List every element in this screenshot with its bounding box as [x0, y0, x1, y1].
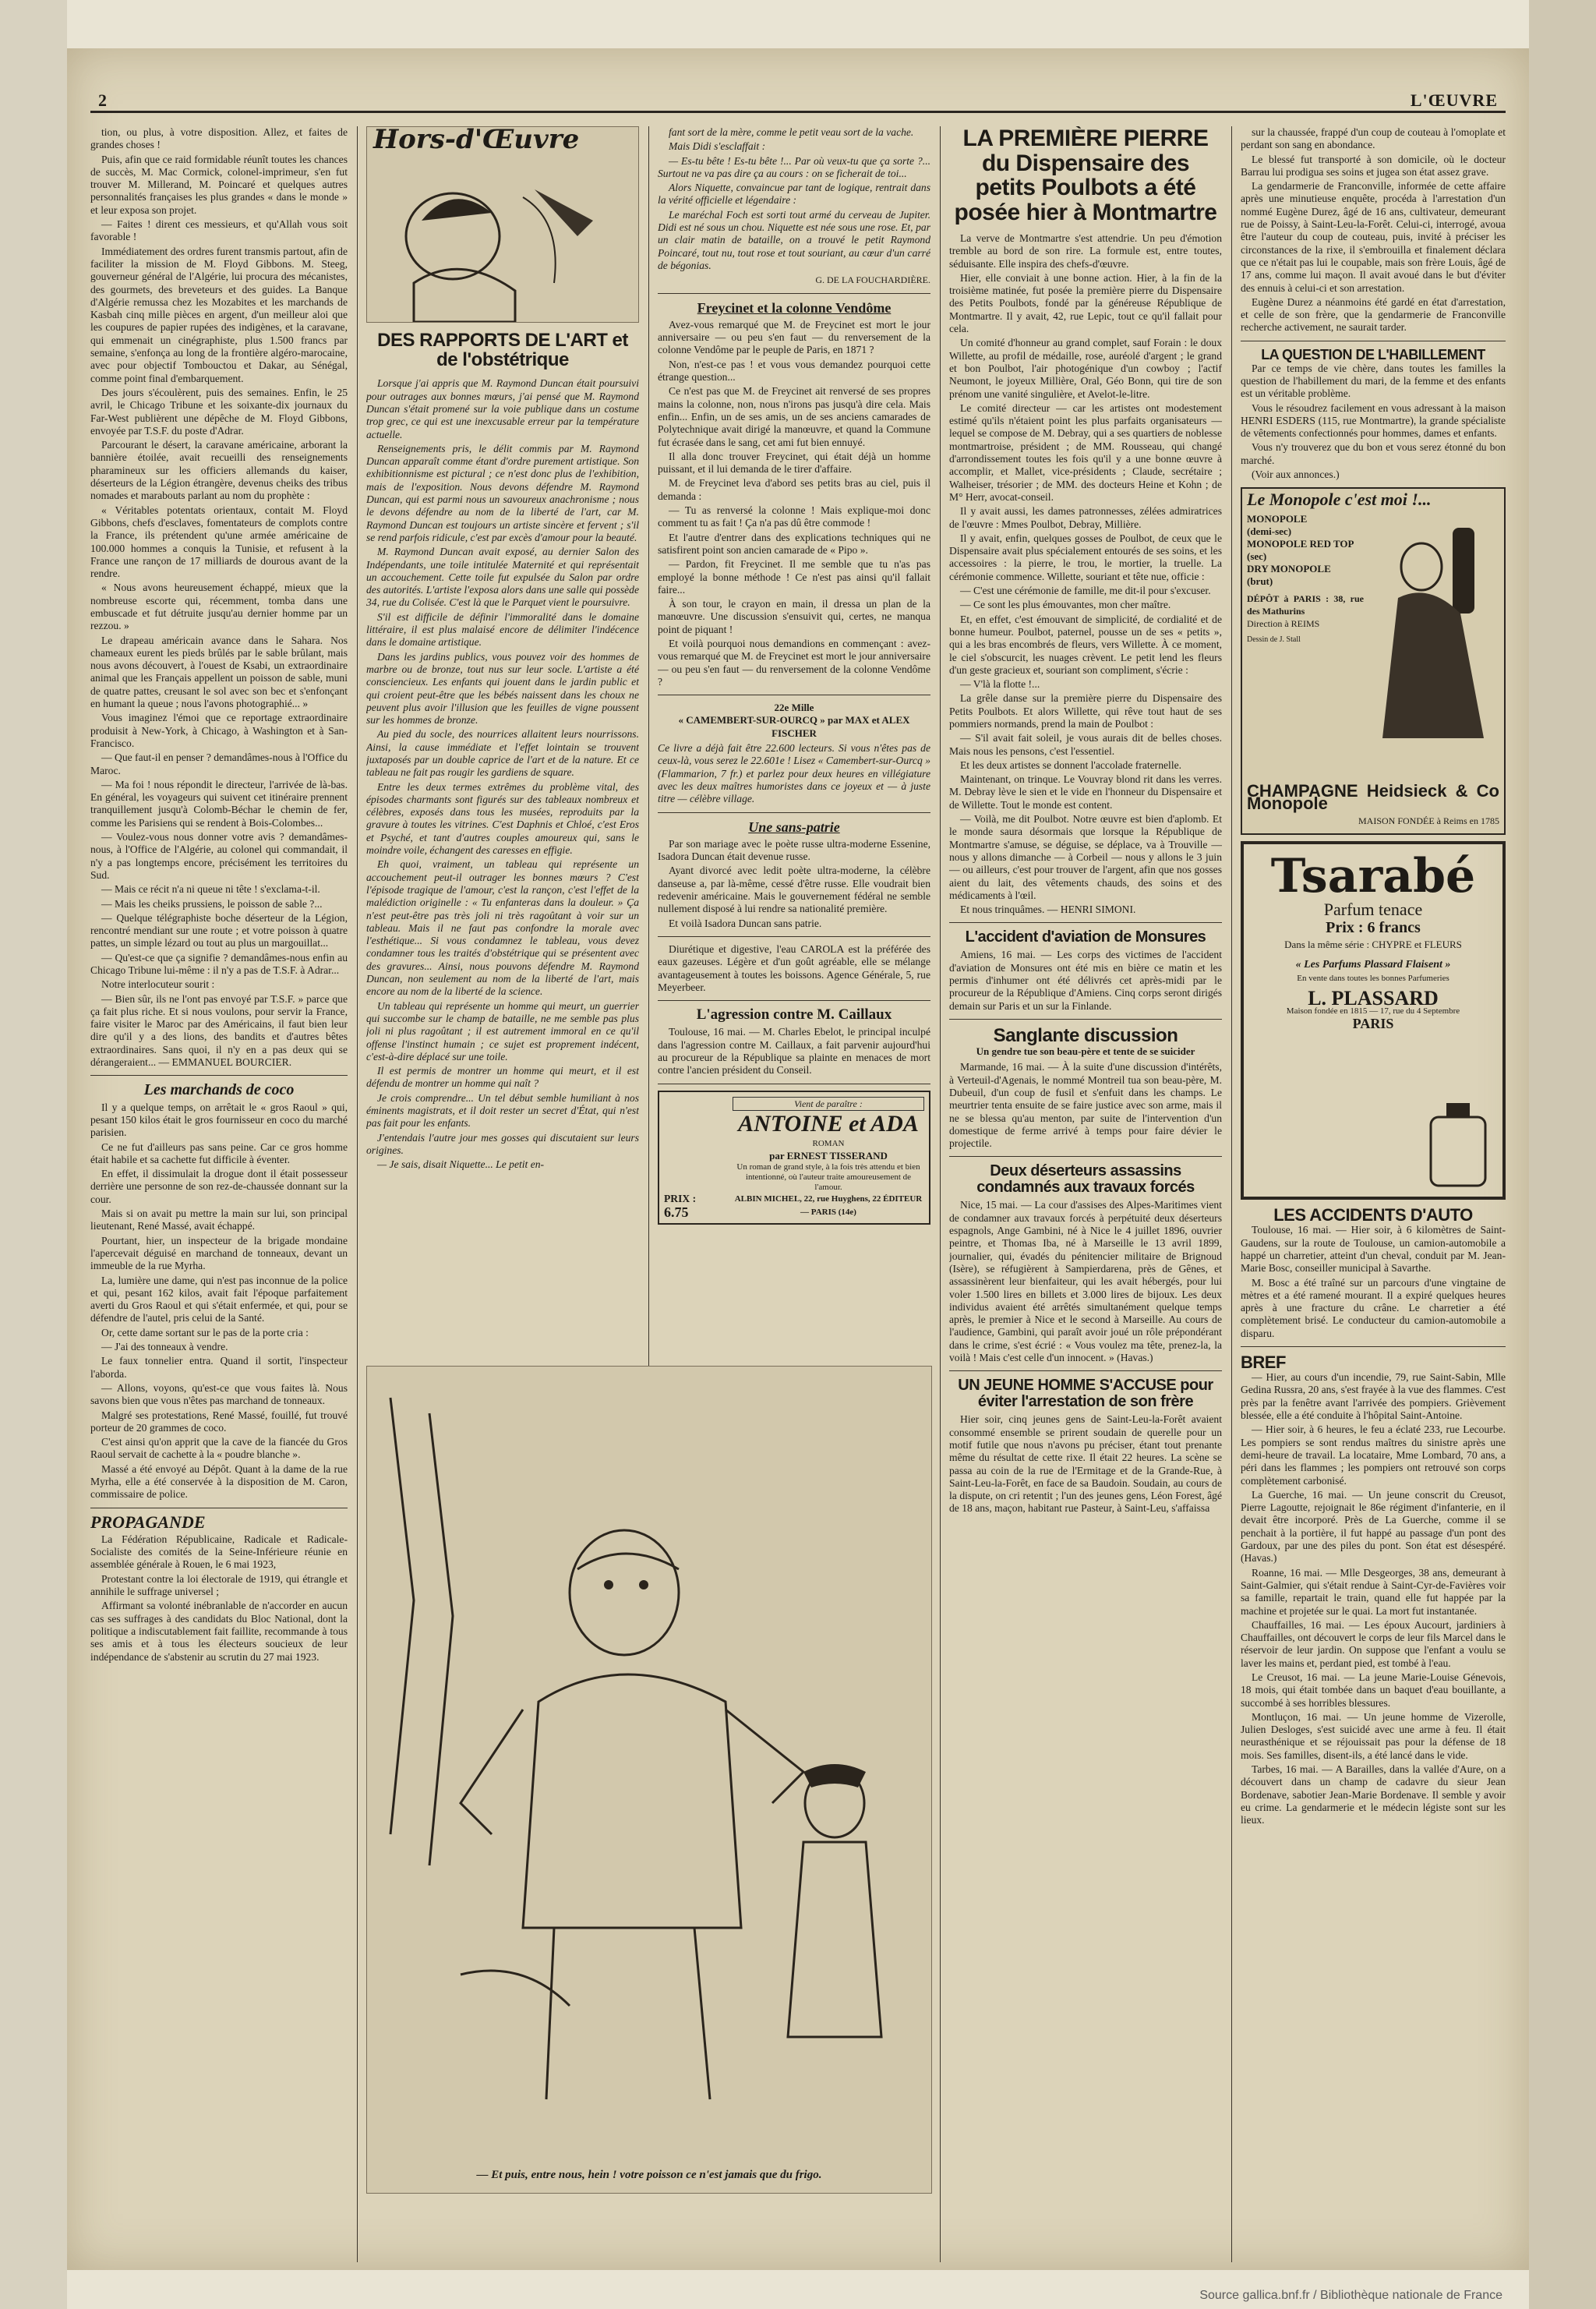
freycinet-title: Freycinet et la colonne Vendôme — [697, 299, 892, 316]
paragraph: — Mais les cheiks prussiens, le poisson de sable ?... — [101, 897, 323, 910]
bref-title: BREF — [1241, 1353, 1286, 1373]
paragraph: Roanne, 16 mai. — Mlle Desgeorges, 38 ans, demeurant à Saint-Galmier, qui s'était rendue à Saint-Cyr-de-Favières voir sa famille, repartait le train, quand elle fut happée par la machine et projetée sur le quai. La mort fut instantanée. — [1241, 1566, 1506, 1617]
deserteurs-text: Nice, 15 mai. — La cour d'assises des Alpes-Maritimes vient de condamner aux travaux forcés à perpétuité deux déserteurs espagnols, Ange Gambini, né à Nice le 4 juillet 1896, ouvrier peintre, et Thomas Iba, né à Marseille le 13 avril 1899, journalier, qui, évadés du pénitencier militaire de Brignoud (Isère), se réfugièrent à Sampierdarena, près de Gênes, et assassinèrent leur bienfaiteur, qui les avait hébergés, pour lui voler 1.500 lires en billets et 3.000 lires de bijoux. Les deux individus avaient été arrêtés simultanément quelque temps après, le premier à Nice et le second à Marseille. Au cours de l'audience, Gambini, qui paraît avoir joué un rôle prépondérant dans le crime, s'est écrié : « Vous voulez ma tête, prenez-la, la voilà ! Mais c'est celle d'un innocent. » (Havas.) — [949, 1199, 1222, 1364]
paragraph: Le drapeau américain avance dans le Sahara. Nos chameaux eurent les pieds brûlés par le sable brûlant, mais nous avons découvert, à l'ouest de Ksabi, un extraordinaire animal que les Français appellent un poisson de sable, muni de quatre pattes, creusant le sol avec son bec et s'enfonçant en humant la queue ; nous l'avons photographié... » — [90, 634, 348, 710]
patrie-title: Une sans-patrie — [748, 819, 840, 835]
paragraph: Parcourant le désert, la caravane américaine, arborant la bannière étoilée, avait recueilli des renseignements pharamineux sur les officiers allemands du kaiser, déserteurs de la Légion étrangère, devenus cheiks des tribus nomades et marabouts parlant au nom du prophète : — [90, 439, 348, 502]
paragraph: « Nous avons heureusement échappé, mieux que la nombreuse escorte qui, récemment, tomba dans une embuscade et fut détruite jusqu'au dernier homme par un rezzou. » — [90, 582, 348, 632]
paragraph: Ayant divorcé avec ledit poète ultra-moderne, la célèbre danseuse a, par là-même, cessé d'être russe. Elle voudrait bien redevenir américaine. Mais le gouvernement fédéral ne semble nullement disposé à lui rendre sa nationalité première. — [658, 865, 930, 915]
column-2 — [366, 126, 639, 1467]
divider — [658, 293, 930, 294]
page-number: 2 — [98, 90, 107, 110]
paragraph: Un tableau qui représente un homme qui meurt, un guerrier qui succombe sur le champ de bataille, ne me semble pas plus joli ni plus ragoûtant ; il est autrement immoral en ce qu'il offense l'instinct humain ; ce sujet est proprement indécent, c'est-à-dire déplacé sur une toile. — [366, 999, 639, 1063]
paragraph: J'entendais l'autre jour mes gosses qui discutaient sur leurs origines. — [366, 1131, 639, 1156]
signature: G. DE LA FOUCHARDIÈRE. — [815, 274, 930, 286]
paragraph: Ce n'est pas que M. de Freycinet ait renversé de ses propres mains la colonne, non, nous n'irons pas jusqu'à dire cela. Mais enfin... Enfin, un de ses amis, un de ses anciens camarades de Polytechnique avait dirigé la manœuvre, et quand la Commune fut écrasée dans le sang, cet ami fut bien ennuyé. — [658, 385, 930, 448]
paragraph: Maintenant, on trinque. Le Vouvray blond rit dans les verres. M. Debray lève le sien et le vide en l'honneur du Dispensaire et de Willette. Tout le monde est content. — [949, 773, 1222, 811]
ad-line: DRY MONOPOLE — [1247, 562, 1331, 575]
paragraph: M. Bosc a été traîné sur un parcours d'une vingtaine de mètres et a été ramené mourant. Il a expiré quelques heures après à une fracture du crâne. Le charretier a été complètement brisé. Le conducteur du camion-automobile a disparu. — [1241, 1276, 1506, 1339]
book-advertisement — [658, 1091, 930, 1225]
paragraph: — Tu as renversé la colonne ! Mais explique-moi donc comment tu as fait ! Ça n'a pas dû être commode ! — [658, 504, 930, 529]
paragraph: Vous imaginez l'émoi que ce reportage extraordinaire produisit à New-York, à Chicago, à Washington et à San-Francisco. — [90, 712, 348, 749]
paragraph: sur la chaussée, frappé d'un coup de couteau à l'omoplate et perdant son sang en abondance. — [1241, 126, 1506, 151]
paragraph: Et voilà Isadora Duncan sans patrie. — [669, 917, 822, 929]
paragraph: S'il est difficile de définir l'immoralité dans le domaine littéraire, il est plus malaisé encore de délimiter l'indécence dans le domaine artistique. — [366, 610, 639, 649]
paragraph: — Voulez-vous nous donner votre avis ? demandâmes-nous, à l'Office de l'Algérie, au colonel qui commandait, il n'y a pas longtemps encore, précisément les territoires du Sud. — [90, 831, 348, 881]
paragraph: Avez-vous remarqué que M. de Freycinet est mort le jour anniversaire — ou peu s'en faut — du renversement de la colonne Vendôme par le peuple de Paris, en 1871 ? — [658, 318, 930, 356]
carola-notice: Diurétique et digestive, l'eau CAROLA est la préférée des eaux gazeuses. Légère et d'un goût agréable, elle se mélange avantageusement à toutes les boissons. Agence Générale, 5, rue Meyerbeer. — [658, 942, 930, 993]
paragraph: Il y avait aussi, les dames patronnesses, zélées admiratrices de l'œuvre : Mmes Poulbot, Debray, Millière. — [949, 505, 1222, 530]
ad-line: (brut) — [1247, 575, 1273, 587]
paragraph: Mais Didi s'esclaffait : — [669, 140, 766, 153]
monopole-depot: DÉPÔT à PARIS : 38, rue des Mathurins — [1247, 592, 1364, 617]
paragraph: Or, cette dame sortant sur le pas de la porte cria : — [101, 1326, 309, 1338]
cartoon-illustration — [366, 1366, 932, 2194]
monopole-brand: CHAMPAGNE Heidsieck & Co Monopole — [1247, 780, 1499, 814]
paragraph: Mais si on avait pu mettre la main sur lui, son principal lieutenant, René Massé, avait échappé. — [90, 1208, 348, 1232]
jeune-text: Hier soir, cinq jeunes gens de Saint-Leu-la-Forêt avaient consommé ensemble se prirent soudain de querelle pour un motif futile que nous n'avons pu préciser, étant tout prenante même du résultat de cette rixe. Il était 22 heures. La scène se passa au coin de la rue de l'Ermitage et de la Grande-Rue, à Saint-Leu-la-Forêt, en face de sa Baudoin. Soudain, au cours de la dispute, on cri retentit ; l'un des jeunes gens, Léon Forest, âgé de 18 ans, maçon, habitant rue Pasteur, à Saint-Leu, s'affaissa — [949, 1413, 1222, 1515]
book-price-label: PRIX : — [664, 1193, 697, 1205]
paragraph: Notre interlocuteur sourit : — [101, 978, 215, 991]
col5-paragraphs — [1241, 126, 1506, 334]
paragraph: — J'ai des tonneaux à vendre. — [101, 1341, 228, 1353]
caillaux-title: L'agression contre M. Caillaux — [696, 1006, 892, 1024]
perfume-bottle-icon — [1423, 1103, 1493, 1189]
tsarabe-advertisement — [1241, 841, 1506, 1200]
paragraph: — Mais ce récit n'a ni queue ni tête ! s'exclama-t-il. — [101, 883, 320, 896]
column-1 — [90, 126, 348, 2262]
paragraph: Il alla donc trouver Freycinet, qui était déjà un homme puissant, et il lui demanda de le tirer d'affaire. — [658, 450, 930, 476]
paragraph: — Ce sont les plus émouvantes, mon cher maître. — [960, 599, 1171, 611]
monopole-direction: Direction à REIMS — [1247, 618, 1320, 630]
paragraph: — Pardon, fit Freycinet. Il me semble que tu n'as pas employé la bonne méthode ! Ce n'est pas ainsi qu'il fallait faire... — [658, 558, 930, 596]
paragraph: — C'est une cérémonie de famille, me dit-il pour s'excuser. — [960, 585, 1211, 597]
column-rule — [1231, 126, 1232, 2262]
divider — [1241, 1346, 1506, 1347]
paragraph: Affirmant sa volonté inébranlable de n'accorder en aucun cas ses suffrages à des candidats du Bloc National, dont la politique a indiscutablement fait faillite, recommande à tous ses amis et à tous les électeurs soucieux de leur indépendance de s'abstenir au scrutin du 27 mai 1923. — [90, 1600, 348, 1663]
paragraph: « Véritables potentats orientaux, contait M. Floyd Gibbons, chefs d'esclaves, fomentateurs de complots contre la France, ils prétendent qu'une armée américaine de 100.000 hommes a conquis la Tunisie, et refusent à la France une rançon de 17 milliards de dourous avant de la rendre. — [90, 504, 348, 580]
tsarabe-name: Tsarabé — [1270, 849, 1476, 904]
cartoon-drawing — [367, 1367, 931, 2146]
aviation-text: Amiens, 16 mai. — Les corps des victimes de l'accident d'aviation de Monsures ont été mis en bière ce matin et les permis d'inhumer ont été délivrés cet après-midi par le procureur de la République d'Amiens. Cinq corps seront dirigés demain sur Paris et un sur la Finlande. — [949, 949, 1222, 1012]
tsarabe-vente: En vente dans toutes les bonnes Parfumeries — [1297, 973, 1449, 983]
tsarabe-tagline: « Les Parfums Plassard Flaisent » — [1295, 959, 1451, 971]
book-price-block — [664, 1097, 726, 1218]
mille-subtitle: « CAMEMBERT-SUR-OURCQ » par MAX et ALEX FISCHER — [678, 714, 910, 739]
divider — [949, 1370, 1222, 1371]
paragraph: Immédiatement des ordres furent transmis partout, afin de faciliter la mission de M. Floyd Gibbons. M. Steeg, gouverneur général de l'Algérie, lui procura des mécanistes, des gourmets, des breveteurs et des guides. La Banque d'Algérie remussa chez les Mozabites et les marchands de Kasbah cinq mille pièces en argent, d'un meilleur aloi que les coupures de papier rupées des indigènes, et la caravane, qui emmenait un cinégraphiste, plus 1.500 francs par semaine, s'enfonça au long de la frontière algéro-marocaine, avec pour objectif Tombouctou et Dakar, au Sénégal, comme point final d'embarquement. — [90, 245, 348, 384]
paragraph: M. de Freycinet leva d'abord ses petits bras au ciel, puis il demanda : — [658, 477, 930, 502]
paragraph: Un comité d'honneur au grand complet, sauf Forain : le doux Willette, au profil de médaille, rose, auréolé d'argent ; le grand et bon Poulbot, l'air photogénique d'un cowboy ; l'actif Neumont, le joyeux Millière, Oral, Géo Bonn, qui tire de son prénom une vanité singulière, et Avelot-le-litre. — [949, 337, 1222, 400]
paragraph: Et les deux artistes se donnent l'accolade fraternelle. — [960, 758, 1182, 771]
paragraph: Il y a quelque temps, on arrêtait le « gros Raoul » qui, pesant 150 kilos était le gros fournisseur en coco du marché parisien. — [90, 1101, 348, 1139]
tsarabe-maison: Maison fondée en 1815 — 17, rue du 4 Septembre — [1286, 1006, 1460, 1017]
ad-line: MONOPOLE — [1247, 512, 1308, 525]
paragraph: — Es-tu bête ! Es-tu bête !... Par où veux-tu que ça sorte ?... Surtout ne va pas dire ça au cours : on se ficherait de toi... — [658, 154, 930, 179]
paragraph: Puis, afin que ce raid formidable réunît toutes les chances de succès, M. Mac Cormick, colonel-imprimeur, s'en fut trouver M. Millerand, M. Poincaré et quelques autres personnalités françaises les plus grandes « dans le monde » et leur exposa son projet. — [90, 153, 348, 216]
masthead: L'ŒUVRE — [1410, 90, 1498, 110]
paragraph: — Allons, voyons, qu'est-ce que vous faites là. Nous savons bien que vous n'êtes pas marchand de tonneaux. — [90, 1381, 348, 1407]
paragraph: fant sort de la mère, comme le petit veau sort de la vache. — [669, 126, 914, 138]
paragraph: Tarbes, 16 mai. — A Barailles, dans la vallée d'Aure, on a découvert dans un champ de cadavre du sieur Jean Bordenave, sabotier Jean-Marie Bordenave. Il semble y avoir eu crime. La gendarmerie et le médecin légiste sont sur les lieux. — [1241, 1763, 1506, 1826]
tsarabe-price: Prix : 6 francs — [1326, 918, 1421, 936]
paragraph: La, lumière une dame, qui n'est pas inconnue de la police et qui, pesant 162 kilos, avait fait l'époque parfaitement averti du Gros Raoul et qui s'était enfermée, et qui, pour se défendre de l'autel, pris celui de la Santé. — [90, 1274, 348, 1324]
paragraph: Ce ne fut d'ailleurs pas sans peine. Car ce gros homme était habile et sa cachette fut difficile à éventer. — [90, 1140, 348, 1165]
paragraph: Des jours s'écoulèrent, puis des semaines. Enfin, le 25 avril, le Chicago Tribune et les soixante-dix journaux du Far-West publièrent une dépêche de M. Floyd Gibbons, envoyée par T.S.F. du poste d'Adrar. — [90, 386, 348, 437]
divider — [658, 812, 930, 813]
auto-title: LES ACCIDENTS D'AUTO — [1273, 1205, 1473, 1225]
paragraph: Au pied du socle, des nourrices allaitent leurs nourrissons. Ainsi, la cause immédiate et l'effet lointain se trouvent juxtaposés par un double caprice de l'art et de la nature. Et ce tableau ne fait pas rougir les gardiens de square. — [366, 728, 639, 779]
column-5 — [1241, 126, 1506, 2262]
habillement-paragraphs — [1241, 362, 1506, 482]
paragraph: Dans les jardins publics, vous pouvez voir des hommes de marbre ou de bronze, tout nus sur leur socle. L'artiste a été consciencieux. Les enfants qui jouent dans le jardin public et qui croient peut-être que les bébés naissent dans les choux ne peuvent plus avoir l'illusion que les feuilles de vigne poussent sur les hommes de bronze. — [366, 650, 639, 727]
paragraph: À son tour, le crayon en main, il dressa un plan de la manœuvre. Une discussion s'ensuivit qui, certes, ne manqua point de piquant ! — [658, 598, 930, 635]
habillement-title: LA QUESTION DE L'HABILLEMENT — [1261, 346, 1485, 362]
monopole-figure — [1367, 520, 1499, 754]
tsarabe-city: PARIS — [1352, 1016, 1394, 1032]
discussion-subtitle: Un gendre tue son beau-père et tente de se suicider — [976, 1045, 1195, 1058]
patrie-paragraphs — [658, 838, 930, 930]
paragraph: Pourtant, hier, un inspecteur de la brigade mondaine l'apercevait déguisé en marchand de tonneaux, devant un immeuble de la rue Myrha. — [90, 1234, 348, 1272]
col4-paragraphs — [949, 232, 1222, 916]
book-publisher: ALBIN MICHEL, 22, rue Huyghens, 22 ÉDITEUR — PARIS (14e) — [734, 1194, 923, 1217]
paragraph: Malgré ses protestations, René Massé, fouillé, fut trouvé porteur de 20 grammes de coco. — [90, 1409, 348, 1434]
paragraph: Le maréchal Foch est sorti tout armé du cerveau de Jupiter. Didi est né sous un chou. Niquette est née sous une rose. Et, par un clair matin de bataille, on a trouvé le petit Raymond Poincaré, tout nu, tout rose et tout souriant, au cœur d'un carré de bégonias. — [658, 208, 930, 271]
book-label: Vient de paraître : — [733, 1097, 924, 1111]
paragraph: — Hier, au cours d'un incendie, 79, rue Saint-Sabin, Mlle Gedina Russra, 20 ans, s'est frayée à la vue des flammes. C'est près par la fenêtre avant l'arrivée des pompiers. Grièvement blessée, elle a été conduite à l'hôpital Saint-Antoine. — [1241, 1371, 1506, 1422]
main-headline: LA PREMIÈRE PIERRE du Dispensaire des petits Poulbots a été posée hier à Montmartre — [954, 126, 1217, 225]
paragraph: — Bien sûr, ils ne l'ont pas envoyé par T.S.F. » parce que ça fait plus riche. Et si nous voulons, pour servir la France, faire visiter le Maroc par des Américains, il faut bien leur dire qu'il y a des lions, des bandits et d'autres bêtes extraordinaires. Sans quoi, il n'y en a pas deux qui se dérangeraient... — EMMANUEL BOURCIER. — [90, 992, 348, 1069]
mille-text: Ce livre a déjà fait être 22.600 lecteurs. Si vous n'êtes pas de ceux-là, vous serez le 22.601e ! Lisez « Camembert-sur-Ourcq » (Flammarion, 7 fr.) et parlez pour deux heures en villégiature avec les deux maîtres humoristes dans ce joyeux et — à juste titre — célèbre village. — [658, 742, 930, 805]
discussion-title: Sanglante discussion — [993, 1024, 1178, 1046]
ad-line: (sec) — [1247, 550, 1267, 562]
newspaper-page — [67, 48, 1529, 2270]
col3-paragraphs — [658, 126, 930, 272]
paragraph: Renseignements pris, le délit commis par M. Raymond Duncan apparaît comme étant d'ordre purement artistique. Son exhibitionnisme est pictural ; ce n'est donc plus de l'exhibition, mais de l'exposition. Nous devons défendre M. Raymond Duncan, qui est parmi nous un savoureux anachronisme ; nous le devons défendre au nom de la liberté de l'art, car M. Raymond Duncan est toujours un artiste sincère et fervent ; s'il se rend parfois ridicule, c'est par excès d'amour pour la beauté. — [366, 442, 639, 543]
paragraph: Protestant contre la loi électorale de 1919, qui étrangle et annihile le suffrage universel ; — [90, 1572, 348, 1598]
paragraph: La Guerche, 16 mai. — Un jeune conscrit du Creusot, Pierre Lagoutte, rejoignait le 86e régiment d'infanterie, en il devait être incorporé. Près de La Guerche, comme il se penchait à la portière, il fut happé au passage d'un pont des Gardoux, par une des piles du pont. Son état est désespéré. (Havas.) — [1241, 1488, 1506, 1565]
ad-line: (demi-sec) — [1247, 525, 1292, 537]
paragraph: — Quelque télégraphiste boche déserteur de la Légion, rencontré mendiant sur une route ; et votre poisson à quatre pattes, un simple lézard ou tout au plus un margouillat... — [90, 911, 348, 949]
col1-paragraphs — [90, 126, 348, 1069]
paragraph: M. Raymond Duncan avait exposé, au dernier Salon des Indépendants, une toile intitulée Maternité et qui représentait un accouchement. Cette toile fut expulsée du Salon par ordre des autorités. L'artiste l'exposa alors dans une salle qui possède 34, rue du Colisée. C'est là que le Parquet vient le poursuivre. — [366, 546, 639, 609]
divider — [949, 922, 1222, 923]
paragraph: Alors Niquette, convaincue par tant de logique, rentrait dans la vérité officielle et légendaire : — [658, 182, 930, 207]
aviation-title: L'accident d'aviation de Monsures — [965, 928, 1206, 946]
book-title: ANTOINE et ADA — [738, 1110, 919, 1137]
paragraph: — V'là la flotte !... — [960, 678, 1040, 691]
divider — [90, 1075, 348, 1076]
paragraph: Le comité directeur — car les artistes ont modestement estimé qu'ils n'étaient point les plus parfaits organisateurs — lequel se compose de M. Debray, qui a ses quartiers de noblesse montmartroise, président ; de MM. Rousseau, qui changé d'arrondissement toutes les fois qu'il y a une bonne œuvre à accomplir, et Mallet, vice-présidents ; Claude, secrétaire ; Walheiser, trésorier ; de MM. des docteurs Heine et Kohn ; de M° Herr, avocat-conseil. — [949, 401, 1222, 503]
auto-paragraphs — [1241, 1224, 1506, 1340]
paragraph: Non, n'est-ce pas ! et vous vous demandez pourquoi cette étrange question... — [658, 358, 930, 384]
monopole-slogan: Le Monopole c'est moi !... — [1247, 490, 1432, 510]
column-4 — [949, 126, 1222, 2262]
paragraph: Vous le résoudrez facilement en vous adressant à la maison HENRI ESDERS (115, rue Montmartre), la grande spécialiste de vêtements confectionnés pour hommes, dames et enfants. — [1241, 401, 1506, 440]
monopole-house: MAISON FONDÉE à Reims en 1785 — [1358, 815, 1499, 827]
column-3 — [658, 126, 930, 1342]
paragraph: Massé a été envoyé au Dépôt. Quant à la dame de la rue Myrha, elle a été conservée à la disposition de M. Caron, commissaire de police. — [90, 1462, 348, 1501]
paragraph: La verve de Montmartre s'est attendrie. Un peu d'émotion tremble au bord de son rire. La formule est, entre toutes, séduisante. Elle inspira des chefs-d'œuvre. — [949, 232, 1222, 270]
freycinet-paragraphs — [658, 319, 930, 688]
paragraph: Je crois comprendre... Un tel début semble humiliant à nos éminents magistrats, et il doit rester un secret d'État, qui n'est pas fait pour les enfants. — [366, 1091, 639, 1130]
column-rule — [357, 126, 358, 2262]
book-blurb: Un roman de grand style, à la fois très attendu et bien intentionné, où l'auteur traite amoureusement de l'amour. — [736, 1162, 920, 1193]
column-rule — [940, 126, 941, 2262]
tsarabe-maker: L. PLASSARD — [1308, 986, 1439, 1010]
source-credit: Source gallica.bnf.fr / Bibliothèque nationale de France — [1199, 2289, 1502, 2302]
left-margin — [0, 0, 67, 2309]
col2-paragraphs — [366, 377, 639, 1171]
paragraph: Eugène Durez a néanmoins été gardé en état d'arrestation, et celle de son frère, que la gendarmerie de Franconville recherche activement, ne saurait tarder. — [1241, 295, 1506, 334]
ad-line: MONOPOLE RED TOP — [1247, 537, 1354, 550]
paragraph: Toulouse, 16 mai. — Hier soir, à 6 kilomètres de Saint-Gaudens, sur la route de Toulouse, un camion-automobile a happé un charretier, atteint d'un cheval, conduit par M. Jean-Marie Bosc, conseiller municipal à Savarthe. — [1241, 1224, 1506, 1275]
monopole-advertisement — [1241, 487, 1506, 835]
divider — [658, 936, 930, 937]
paragraph: — Que faut-il en penser ? demandâmes-nous à l'Office du Maroc. — [90, 751, 348, 776]
paragraph: Entre les deux termes extrêmes du problème vital, des épisodes charmants sont figurés sur des tableaux nombreux et célèbres, exposés dans tous les musées, reproduits par la gravure à toutes les vitrines. C'est Daphnis et Chloé, c'est Eros et Psyché, et tant d'autres couples amoureux qui, sans le moindre voile, échangent des caresses en effigie. — [366, 780, 639, 857]
hors-doeuvre-vignette — [366, 126, 639, 323]
paragraph: Et l'autre d'entrer dans des explications techniques qui ne satisfirent point son ancien camarade de « Pipo ». — [658, 531, 930, 556]
paragraph: Hier, elle conviait à une bonne action. Hier, à la fin de la troisième matinée, fut posée la première pierre du Dispensaire des Petits Poulbots, fondé par la généreuse République de Montmartre. Il y avait, 42, rue Lepic, tout ce qu'il fallait pour cela. — [949, 271, 1222, 335]
paragraph: — Qu'est-ce que ça signifie ? demandâmes-nous enfin au Chicago Tribune lui-même : il n'y a pas de T.S.F. à Adrar... — [90, 951, 348, 976]
book-info — [733, 1097, 924, 1218]
paragraph: Il est permis de montrer un homme qui meurt, et il est défendu de montrer un homme qui naît ? — [366, 1065, 639, 1090]
discussion-text: Marmande, 16 mai. — À la suite d'une discussion d'intérêts, à Verteuil-d'Agenais, le nommé Montreil tua son beau-père, M. Dubeuil, d'un coup de fusil et s'enfuit dans les champs. Le meurtrier tenta ensuite de se faire justice avec son arme, mais il ne se blessa qu'au menton, par suite de l'intervention d'un domestique de ferme arrivé à temps pour faire dévier le projectile. — [949, 1061, 1222, 1150]
cartoon-caption: — Et puis, entre nous, hein ! votre poisson ce n'est jamais que du frigo. — [476, 2169, 822, 2181]
header-rule — [90, 111, 1506, 113]
marchands-paragraphs — [90, 1101, 348, 1501]
monopole-dessin: Dessin de J. Stall — [1247, 635, 1301, 644]
paragraph: — Voilà, me dit Poulbot. Notre œuvre est bien d'aplomb. Et le monde saura désormais que lorsque la République de Montmartre s'amuse, se déguise, se déplace, va à Trouville — nous y allons dimanche — à Corbeil — nous y allons le 3 juin — ou ailleurs, c'est pour trouver de l'argent, afin que nos gosses aient du lait, des vêtements chauds, des soins et des médicaments à l'œil. — [949, 813, 1222, 901]
paragraph: La Fédération Républicaine, Radicale et Radicale-Socialiste des comités de la Seine-Inférieure réunie en assemblée générale à Rouen, le 6 mai 1923, — [90, 1533, 348, 1571]
vignette-title: Hors-d'Œuvre — [373, 126, 580, 155]
divider — [658, 1000, 930, 1001]
paragraph: — Faites ! dirent ces messieurs, et qu'Allah vous soit favorable ! — [90, 218, 348, 243]
paragraph: Le blessé fut transporté à son domicile, où le docteur Barrau lui prodigua ses soins et jugea son état assez grave. — [1241, 153, 1506, 178]
paragraph: Eh quoi, vraiment, un tableau qui représente un accouchement peut-il outrager les bonnes mœurs ? C'est l'épisode tragique de l'amour, c'est la rançon, c'est l'effet de la malédiction originelle : « Tu enfanteras dans la douleur. » Ça n'est peut-être pas très joli ni très ragoûtant à voir sur un tableau. Mais il ne faut pas confondre la morale avec l'esthétique... Si vous condamnez le tableau, vous devez condamner tous les traités d'obstétrique qui se présentent avec des gravures... Ainsi, nous pouvons défendre M. Raymond Duncan, non seulement au nom de la liberté de l'art, mais encore au nom de la liberté de la science. — [366, 858, 639, 998]
divider — [949, 1156, 1222, 1157]
paragraph: Par ce temps de vie chère, dans toutes les familles la question de l'habillement du mari, de la femme et des enfants est un véritable problème. — [1241, 362, 1506, 400]
paragraph: La gendarmerie de Franconville, informée de cette affaire après une minutieuse enquête, procéda à l'arrestation d'un nommé Eugène Durez, âgé de 16 ans, cultivateur, demeurant rue de Poissy, à Saint-Leu-la-Forêt. Celui-ci, interrogé, avoua être l'auteur du coup de couteau, puis, invité à préciser les circonstances de la rixe, il s'embrouilla et finalement déclara que ce n'était pas lui le coupable, mais son frère Louis, âgé de 17 ans, comme lui maçon. Il avait avoué dans le but d'éviter des ennuis à celui-ci et son arrestation. — [1241, 180, 1506, 294]
paragraph: Par son mariage avec le poète russe ultra-moderne Essenine, Isadora Duncan était devenue russe. — [658, 837, 930, 863]
paragraph: Et, en effet, c'est émouvant de simplicité, de cordialité et de bonne humeur. Poulbot, paternel, pousse un de ses « petits », qui a les bras encombrés de fleurs, vers Willette. À ce moment, le ciel s'obscurcit, les nuages crèvent. Le petit lend les fleurs d'un geste gracieux et, souriant son compliment, s'écrie : — [949, 613, 1222, 676]
paragraph: — S'il avait fait soleil, je vous aurais dit de belles choses. Mais nous les pensons, c'est l'essentiel. — [949, 732, 1222, 757]
paragraph: Lorsque j'ai appris que M. Raymond Duncan était poursuivi pour outrages aux bonnes mœurs, j'ai pensé que M. Raymond Duncan s'était promené sur la voie publique dans un costume trop grec, ce qui est une inexcusable erreur par la température actuelle. — [366, 377, 639, 440]
article-title: DES RAPPORTS DE L'ART et de l'obstétrique — [377, 330, 628, 371]
paragraph: C'est ainsi qu'on apprit que la cave de la fiancée du Gros Raoul servait de cachette à la « poudre blanche ». — [90, 1436, 348, 1461]
caillaux-text: Toulouse, 16 mai. — M. Charles Ebelot, le principal inculpé dans l'agression contre M. Caillaux, a fait parvenir aujourd'hui au procureur de la République sa plainte en menaces de mort contre l'ancien président du Conseil. — [658, 1026, 930, 1077]
paragraph: La grêle danse sur la première pierre du Dispensaire des Petits Poulbots. Et alors Willette, qui rêve tout haut de ses pommiers normands, prend la main de Poulbot : — [949, 692, 1222, 730]
mille-title: 22e Mille — [774, 702, 814, 714]
deserteurs-title: Deux déserteurs assassins condamnés aux travaux forcés — [976, 1162, 1195, 1197]
jeune-title: UN JEUNE HOMME S'ACCUSE pour éviter l'arrestation de son frère — [958, 1377, 1213, 1411]
paragraph: (Voir aux annonces.) — [1252, 469, 1340, 481]
column-rule — [648, 126, 649, 1405]
marchands-title: Les marchands de coco — [143, 1081, 295, 1099]
paragraph: — Hier soir, à 6 heures, le feu a éclaté 233, rue Lecourbe. Les pompiers se sont rendus maîtres du sinistre après une demi-heure de travail. La locataire, Mme Lombard, 70 ans, a péri dans les flammes ; les pompiers ont retrouvé son corps complètement carbonisé. — [1241, 1423, 1506, 1487]
paragraph: — Ma foi ! nous répondit le directeur, l'arrivée de là-bas. En général, les voyageurs qui suivent cet itinéraire prennent tranquillement jusqu'à Colomb-Béchar le chemin de fer, comme les Parisiens qui se rendent à Bois-Colombes... — [90, 778, 348, 829]
paragraph: Il y avait, enfin, quelques gosses de Poulbot, de ceux que le Dispensaire avait plus spécialement entourés de ses soins, et les accessoires : la pierre, le trou, le mortier, la truelle. La cérémonie commence. Willette, souriant et tête nue, officie : — [949, 532, 1222, 582]
right-margin — [1529, 0, 1596, 2309]
tsarabe-serie: Dans la même série : CHYPRE et FLEURS — [1284, 938, 1462, 950]
vignette-drawing — [367, 127, 639, 322]
paragraph: Le faux tonnelier entra. Quand il sortit, l'inspecteur l'aborda. — [90, 1355, 348, 1380]
book-kind: ROMAN — [812, 1138, 845, 1148]
paragraph: Et voilà pourquoi nous demandions en commençant : avez-vous remarqué que M. de Freycinet est mort le jour anniversaire — ou peu s'en faut — du renversement de la colonne Vendôme ? — [658, 637, 930, 688]
paragraph: Et nous trinquâmes. — HENRI SIMONI. — [960, 903, 1136, 916]
book-author: par ERNEST TISSERAND — [769, 1150, 888, 1162]
tsarabe-sub: Parfum tenace — [1323, 900, 1423, 920]
divider — [949, 1019, 1222, 1020]
paragraph: tion, ou plus, à votre disposition. Allez, et faites de grandes choses ! — [90, 126, 348, 151]
propagande-title: PROPAGANDE — [90, 1512, 206, 1532]
paragraph: Montluçon, 16 mai. — Un jeune homme de Vizerolle, Julien Desloges, s'est suicidé avec une arme à feu. Il était neurasthénique et se réjouissait pas pour la défense de 18 mois. Ses familles, disent-ils, a été lancé dans le vide. — [1241, 1710, 1506, 1761]
paragraph: Le Creusot, 16 mai. — La jeune Marie-Louise Génevois, 18 mois, qui était tombée dans un baquet d'eau bouillante, a succombé à ses horribles blessures. — [1241, 1671, 1506, 1709]
book-price: 6.75 — [664, 1204, 689, 1220]
propagande-paragraphs — [90, 1533, 348, 1664]
paragraph: Vous n'y trouverez que du bon et vous serez étonné du bon marché. — [1241, 441, 1506, 466]
paragraph: — Je sais, disait Niquette... Le petit en- — [377, 1158, 545, 1171]
paragraph: Chauffailles, 16 mai. — Les époux Aucourt, jardiniers à Chauffailles, ont découvert le corps de leur fils Marcel dans le réservoir de leur jardin. On suppose que l'enfant a voulu se laver les mains et, perdant pied, est tombé à l'eau. — [1241, 1618, 1506, 1669]
monopole-items — [1247, 513, 1364, 588]
paragraph: En effet, il dissimulait la drogue dont il était possesseur derrière une personne de son rez-de-chaussée donnant sur la cour. — [90, 1168, 348, 1205]
bref-paragraphs — [1241, 1371, 1506, 1826]
